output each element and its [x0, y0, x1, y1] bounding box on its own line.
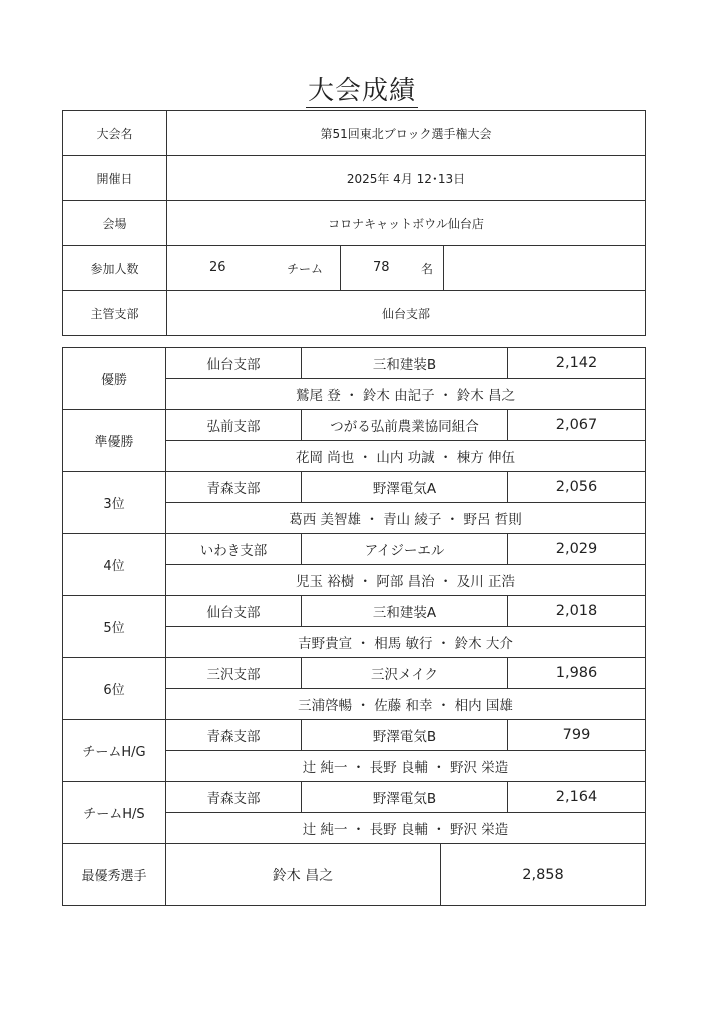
persons-count: 78 [373, 260, 390, 275]
team-score: 2,029 [508, 534, 646, 565]
team-score: 1,986 [508, 658, 646, 689]
date-value: 2025年 4月 12･13日 [167, 156, 646, 201]
mvp-score: 2,858 [522, 866, 564, 883]
persons-unit: 名 [421, 262, 434, 276]
event-row [63, 111, 646, 156]
host-row [63, 291, 646, 336]
mvp-cell [166, 844, 646, 906]
branch-name: 青森支部 [166, 720, 302, 751]
team-score: 2,142 [508, 348, 646, 379]
team-name: 三和建装B [302, 348, 508, 379]
team-name: 野澤電気A [302, 472, 508, 503]
branch-name: 仙台支部 [166, 596, 302, 627]
mvp-label: 最優秀選手 [63, 844, 166, 906]
result-row [63, 472, 646, 503]
team-members: 辻 純一 ・ 長野 良輔 ・ 野沢 栄造 [166, 813, 646, 844]
branch-name: 仙台支部 [166, 348, 302, 379]
team-score: 2,018 [508, 596, 646, 627]
team-members: 三浦啓暢 ・ 佐藤 和幸 ・ 相内 国雄 [166, 689, 646, 720]
rank-label: 準優勝 [63, 410, 166, 472]
teams-unit: チーム [287, 262, 324, 276]
host-label: 主管支部 [63, 291, 167, 336]
teams-count-cell [167, 246, 341, 290]
teams-count: 26 [209, 260, 226, 275]
rank-label: 4位 [63, 534, 166, 596]
branch-name: 弘前支部 [166, 410, 302, 441]
rank-label: 優勝 [63, 348, 166, 410]
branch-name: 青森支部 [166, 472, 302, 503]
mvp-row [63, 844, 646, 906]
team-members: 辻 純一 ・ 長野 良輔 ・ 野沢 栄造 [166, 751, 646, 782]
rank-label: 6位 [63, 658, 166, 720]
rank-label: チームH/S [63, 782, 166, 844]
event-value: 第51回東北ブロック選手権大会 [167, 111, 646, 156]
results-table [62, 347, 646, 906]
result-row [63, 782, 646, 813]
team-score: 2,056 [508, 472, 646, 503]
team-members: 花岡 尚也 ・ 山内 功誠 ・ 棟方 伸伍 [166, 441, 646, 472]
branch-name: いわき支部 [166, 534, 302, 565]
branch-name: 青森支部 [166, 782, 302, 813]
branch-name: 三沢支部 [166, 658, 302, 689]
result-row [63, 534, 646, 565]
result-row [63, 720, 646, 751]
team-score: 799 [508, 720, 646, 751]
team-name: 野澤電気B [302, 782, 508, 813]
team-members: 鷲尾 登 ・ 鈴木 由記子 ・ 鈴木 昌之 [166, 379, 646, 410]
date-label: 開催日 [63, 156, 167, 201]
persons-count-cell [341, 246, 444, 290]
venue-row [63, 201, 646, 246]
event-label: 大会名 [63, 111, 167, 156]
venue-label: 会場 [63, 201, 167, 246]
result-row [63, 658, 646, 689]
event-info-table [62, 110, 646, 336]
rank-label: 5位 [63, 596, 166, 658]
host-value: 仙台支部 [167, 291, 646, 336]
team-name: 野澤電気B [302, 720, 508, 751]
team-name: アイジーエル [302, 534, 508, 565]
participants-label: 参加人数 [63, 246, 167, 291]
date-row [63, 156, 646, 201]
participants-row [63, 246, 646, 291]
venue-value: コロナキャットボウル仙台店 [167, 201, 646, 246]
result-row [63, 596, 646, 627]
rank-label: チームH/G [63, 720, 166, 782]
rank-label: 3位 [63, 472, 166, 534]
result-row [63, 410, 646, 441]
team-name: 三沢メイク [302, 658, 508, 689]
team-members: 児玉 裕樹 ・ 阿部 昌治 ・ 及川 正浩 [166, 565, 646, 596]
team-members: 葛西 美智雄 ・ 青山 綾子 ・ 野呂 哲則 [166, 503, 646, 534]
team-score: 2,164 [508, 782, 646, 813]
mvp-name: 鈴木 昌之 [166, 844, 441, 905]
participants-cell [167, 246, 646, 291]
team-members: 吉野貴宣 ・ 相馬 敏行 ・ 鈴木 大介 [166, 627, 646, 658]
team-name: つがる弘前農業協同組合 [302, 410, 508, 441]
page-title [0, 70, 724, 107]
team-name: 三和建装A [302, 596, 508, 627]
result-row [63, 348, 646, 379]
team-score: 2,067 [508, 410, 646, 441]
page-title-text: 大会成績 [307, 76, 416, 106]
